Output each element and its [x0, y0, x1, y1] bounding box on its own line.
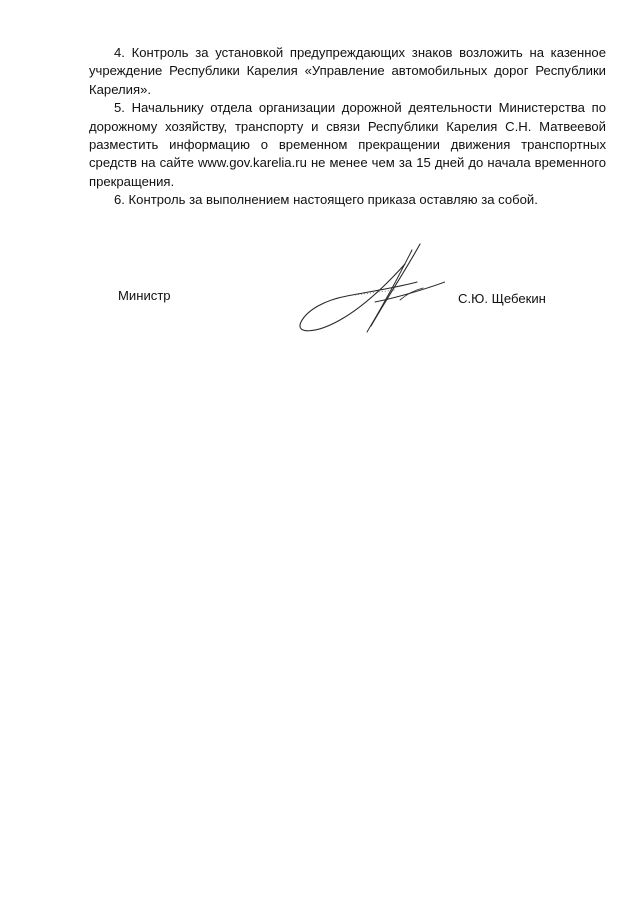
- paragraph-6: 6. Контроль за выполнением настоящего приказа оставляю за собой.: [114, 192, 538, 208]
- handwritten-signature-icon: [295, 240, 445, 340]
- signatory-title: Министр: [118, 288, 171, 303]
- document-body: [89, 44, 606, 210]
- paragraph-4: 4. Контроль за установкой предупреждающих знаков возложить на казенное учреждение Республики Карелия «Управление автомобильных дорог Республики Карелия».: [89, 45, 606, 97]
- paragraph-5: 5. Начальнику отдела организации дорожной деятельности Министерства по дорожному хозяйству, транспорту и связи Республики Карелия С.Н. Матвеевой разместить информацию о временном прекращении движения транспортных средств на сайте www.gov.karelia.ru не менее чем за 15 дней до начала временного прекращения.: [89, 100, 606, 189]
- signatory-name: С.Ю. Щебекин: [458, 291, 546, 306]
